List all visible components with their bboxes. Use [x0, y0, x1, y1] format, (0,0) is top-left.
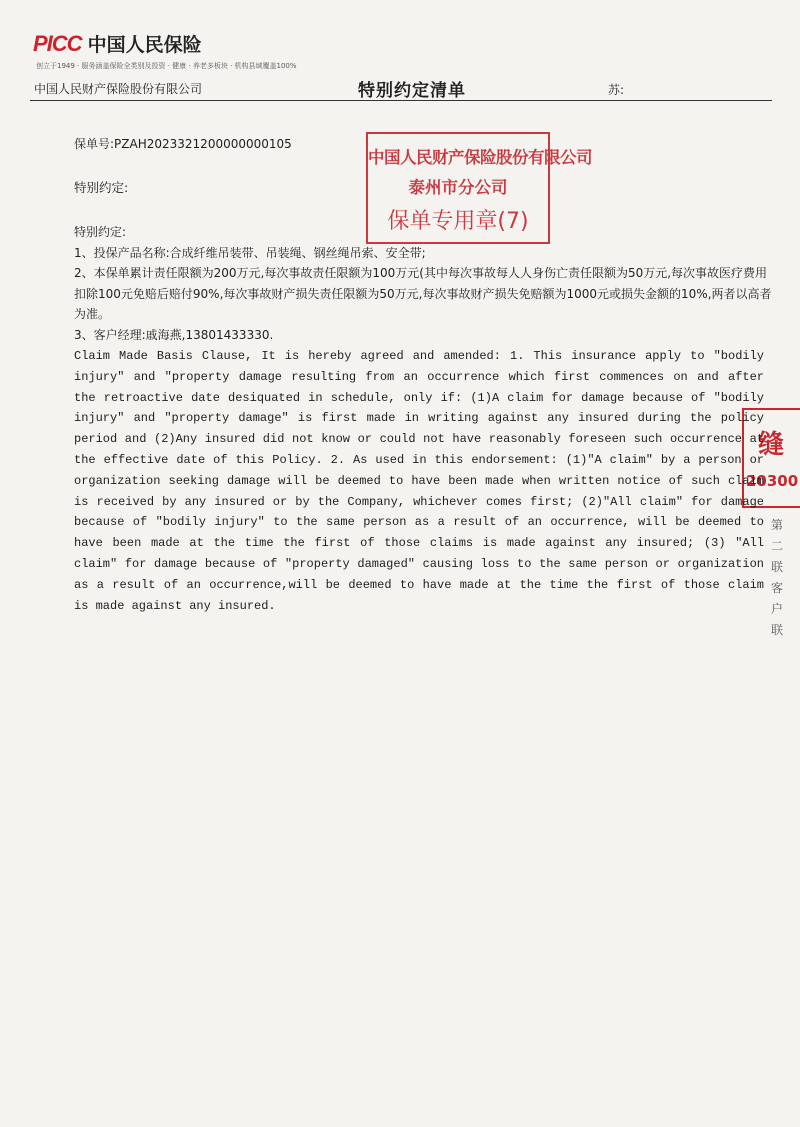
policy-number-label: 保单号:	[74, 137, 115, 151]
picc-logo	[33, 30, 202, 57]
document-title: 特别约定清单	[358, 81, 466, 101]
special-terms-label-1: 特别约定:	[74, 180, 129, 195]
header-divider	[30, 100, 772, 101]
company-name: 中国人民财产保险股份有限公司	[34, 82, 203, 96]
company-seal-stamp	[366, 132, 592, 244]
policy-number-value: PZAH2023321200000000105	[114, 137, 292, 151]
english-clause: Claim Made Basis Clause, It is hereby agreed and amended: 1. This insurance apply to "bodily injury" and "property damage resulting from an occurrence which first commences on and after the retroactive date desiquated in schedule, only if: (1)A claim for damage because of "bodily injury" and "property damage" is first made in writing against any insured during the policy period and (2)Any insured did not know or could not have reasonably foreseen such occurrence at the effective date of this Policy. 2. As used in this endorsement: (1)"A claim" by a person or organization seeking damage will be deemed to have been made when written notice of such claim is received by any insured or by the Company, whichever comes first; (2)"All claim" for damage because of "bodily injury" to the same person as a result of an occurrence, will be deemed to have been made at the time the first of those claims is made against any insured; (3) "All claim" for damage because of "property damaged" causing loss to the same person or organization as a result of an occurrence,will be deemed to have made at the time the first of those claim is made against any insured.	[74, 349, 764, 613]
special-terms-label-2: 特别约定:	[74, 225, 127, 239]
copy-label: 第二联 客户联	[770, 518, 783, 637]
region-label: 苏:	[608, 83, 625, 97]
perforation-seal-char: 缝	[758, 430, 785, 460]
perforation-seal-stamp	[742, 408, 800, 508]
seal-line-3: 保单专用章(7)	[387, 209, 529, 234]
clause-2: 2、本保单累计责任限额为200万元,每次事故责任限额为100万元(其中每次事故每人人身伤亡责任限额为50万元,每次事故医疗费用扣除100元免赔后赔付90%,每次事故财产损失责任限额为50万元,每次事故财产损失免赔额为1000元或损失金额的10%,两者以高者为准。	[74, 266, 772, 322]
seal-line-1: 中国人民财产保险股份有限公司	[368, 148, 592, 167]
seal-line-2: 泰州市分公司	[408, 178, 508, 197]
perforation-seal-number: 20300	[746, 472, 799, 490]
tagline: 创立于1949 · 服务涵盖保险全类别及投资 · 健康 · 养老多板块 · 机构县域覆盖100%	[36, 62, 297, 70]
logo-name: 中国人民保险	[87, 34, 202, 56]
clause-3: 3、客户经理:戚海燕,13801433330.	[74, 327, 274, 342]
logo-brand: PICC	[33, 30, 82, 56]
policy-number	[74, 135, 292, 152]
clause-1: 1、投保产品名称:合成纤维吊装带、吊装绳、钢丝绳吊索、安全带;	[74, 245, 426, 260]
